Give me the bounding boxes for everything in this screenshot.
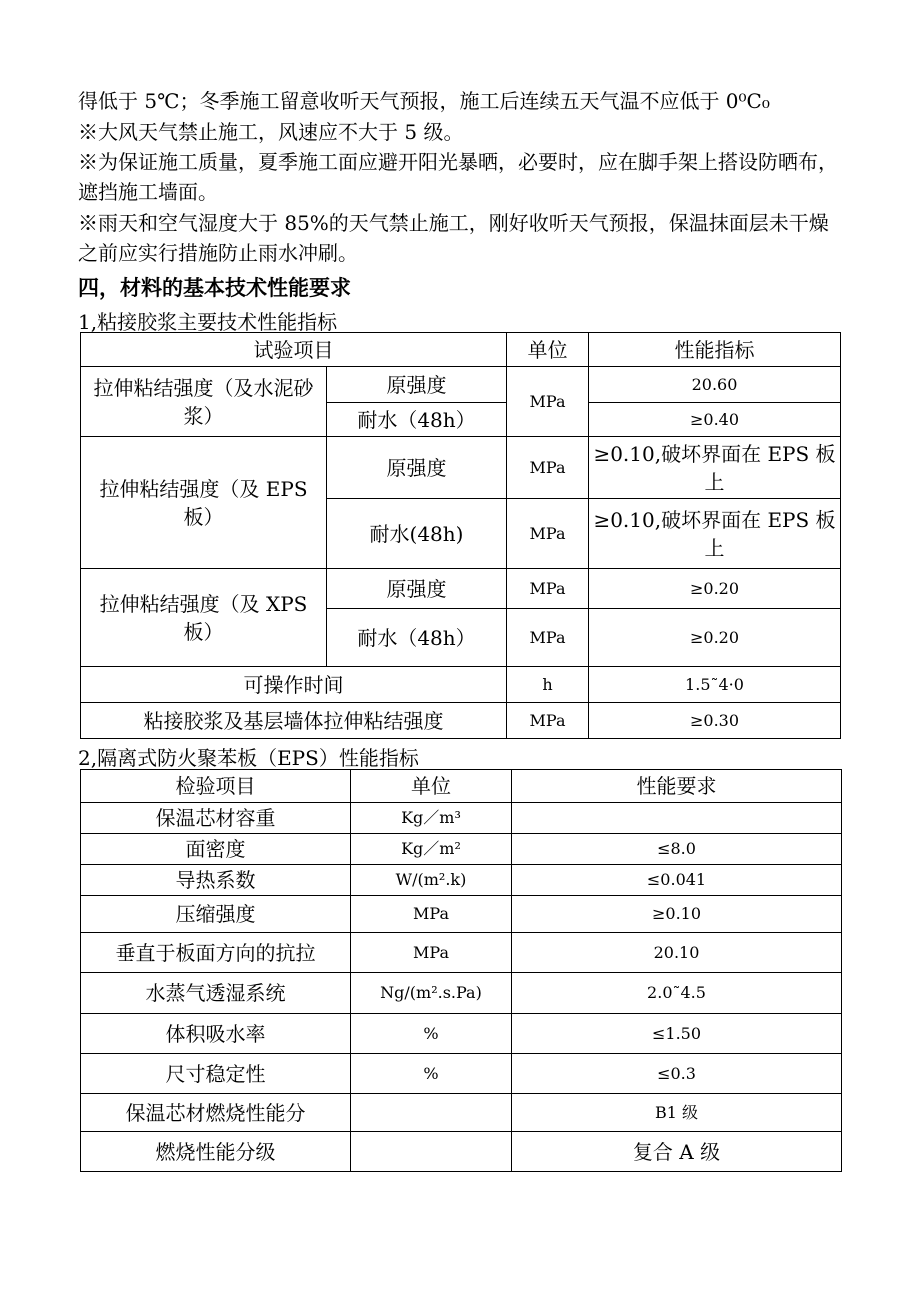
row-value: 复合 A 级 (512, 1132, 842, 1172)
row-unit: W/(m².k) (351, 865, 512, 896)
header-test-item: 试验项目 (81, 333, 507, 367)
row-unit: MPa (507, 703, 589, 739)
row-item: 粘接胶浆及基层墙体拉伸粘结强度 (81, 703, 507, 739)
row-item: 水蒸气透湿系统 (81, 973, 351, 1014)
row-unit: h (507, 667, 589, 703)
row-item: 拉伸粘结强度（及 EPS 板） (81, 437, 327, 569)
table-row (81, 834, 842, 865)
header-requirement: 性能要求 (512, 770, 842, 803)
row-sub-item: 耐水（48h） (327, 609, 507, 667)
table-row (81, 973, 842, 1014)
adhesive-spec-table (80, 332, 841, 739)
row-value: 20.10 (512, 933, 842, 973)
row-unit: MPa (507, 499, 589, 569)
table-header-row (81, 333, 841, 367)
row-unit: MPa (507, 609, 589, 667)
row-unit: Ng/(m².s.Pa) (351, 973, 512, 1014)
row-item: 导热系数 (81, 865, 351, 896)
row-sub-item: 原强度 (327, 367, 507, 403)
row-unit: Kg／m² (351, 834, 512, 865)
row-item: 保温芯材燃烧性能分 (81, 1094, 351, 1132)
row-item: 燃烧性能分级 (81, 1132, 351, 1172)
row-value: ≥0.30 (589, 703, 841, 739)
table-row (81, 569, 841, 609)
table-row (81, 865, 842, 896)
table-row (81, 667, 841, 703)
table-row (81, 1094, 842, 1132)
row-unit: MPa (507, 437, 589, 499)
row-value: ≤8.0 (512, 834, 842, 865)
header-index: 性能指标 (589, 333, 841, 367)
row-unit: MPa (507, 569, 589, 609)
row-item: 压缩强度 (81, 896, 351, 933)
header-test-item: 检验项目 (81, 770, 351, 803)
row-value: ≤0.3 (512, 1054, 842, 1094)
row-value: B1 级 (512, 1094, 842, 1132)
table-header-row (81, 770, 842, 803)
row-value: ≥0.20 (589, 569, 841, 609)
table-row (81, 1014, 842, 1054)
row-value: ≥0.40 (589, 403, 841, 437)
row-unit: % (351, 1014, 512, 1054)
row-item: 保温芯材容重 (81, 803, 351, 834)
row-value: ≥0.10 (512, 896, 842, 933)
intro-line-3: ※为保证施工质量，夏季施工面应避开阳光暴晒，必要时，应在脚手架上搭设防晒布，遮挡施工墙面。 (78, 150, 838, 204)
row-sub-item: 原强度 (327, 437, 507, 499)
row-value: 1.5˜4·0 (589, 667, 841, 703)
row-item: 面密度 (81, 834, 351, 865)
row-unit: % (351, 1054, 512, 1094)
row-sub-item: 耐水(48h) (327, 499, 507, 569)
row-value: 2.0˜4.5 (512, 973, 842, 1014)
table-row (81, 367, 841, 403)
row-unit (351, 1094, 512, 1132)
intro-line-1: 得低于 5℃；冬季施工留意收听天气预报，施工后连续五天气温不应低于 0⁰C₀ (78, 89, 770, 113)
table-row (81, 1054, 842, 1094)
row-item: 垂直于板面方向的抗拉 (81, 933, 351, 973)
row-unit: MPa (507, 367, 589, 437)
table-row (81, 896, 842, 933)
table-row (81, 1132, 842, 1172)
table-row (81, 933, 842, 973)
section-heading: 四，材料的基本技术性能要求 (78, 275, 351, 300)
table-row (81, 437, 841, 499)
row-unit: MPa (351, 933, 512, 973)
row-unit: Kg／m³ (351, 803, 512, 834)
header-unit: 单位 (507, 333, 589, 367)
table2-caption: 2,隔离式防火聚苯板（EPS）性能指标 (78, 746, 419, 770)
row-sub-item: 耐水（48h） (327, 403, 507, 437)
row-value: 20.60 (589, 367, 841, 403)
row-item: 拉伸粘结强度（及水泥砂浆） (81, 367, 327, 437)
table-row (81, 803, 842, 834)
row-unit: MPa (351, 896, 512, 933)
row-value: ≥0.10,破坏界面在 EPS 板上 (589, 499, 841, 569)
table-row (81, 703, 841, 739)
row-value: ≤1.50 (512, 1014, 842, 1054)
row-item: 拉伸粘结强度（及 XPS 板） (81, 569, 327, 667)
row-value: ≥0.20 (589, 609, 841, 667)
row-value: ≤0.041 (512, 865, 842, 896)
row-value (512, 803, 842, 834)
intro-line-4: ※雨天和空气湿度大于 85%的天气禁止施工，刚好收听天气预报，保温抹面层未干燥之前应实行措施防止雨水冲刷。 (78, 211, 829, 265)
row-unit (351, 1132, 512, 1172)
intro-line-2: ※大风天气禁止施工，风速应不大于 5 级。 (78, 120, 464, 144)
row-item: 尺寸稳定性 (81, 1054, 351, 1094)
eps-board-spec-table (80, 769, 842, 1172)
row-item: 可操作时间 (81, 667, 507, 703)
row-sub-item: 原强度 (327, 569, 507, 609)
header-unit: 单位 (351, 770, 512, 803)
row-item: 体积吸水率 (81, 1014, 351, 1054)
row-value: ≥0.10,破坏界面在 EPS 板上 (589, 437, 841, 499)
table1-caption: 1,粘接胶浆主要技术性能指标 (78, 310, 338, 334)
